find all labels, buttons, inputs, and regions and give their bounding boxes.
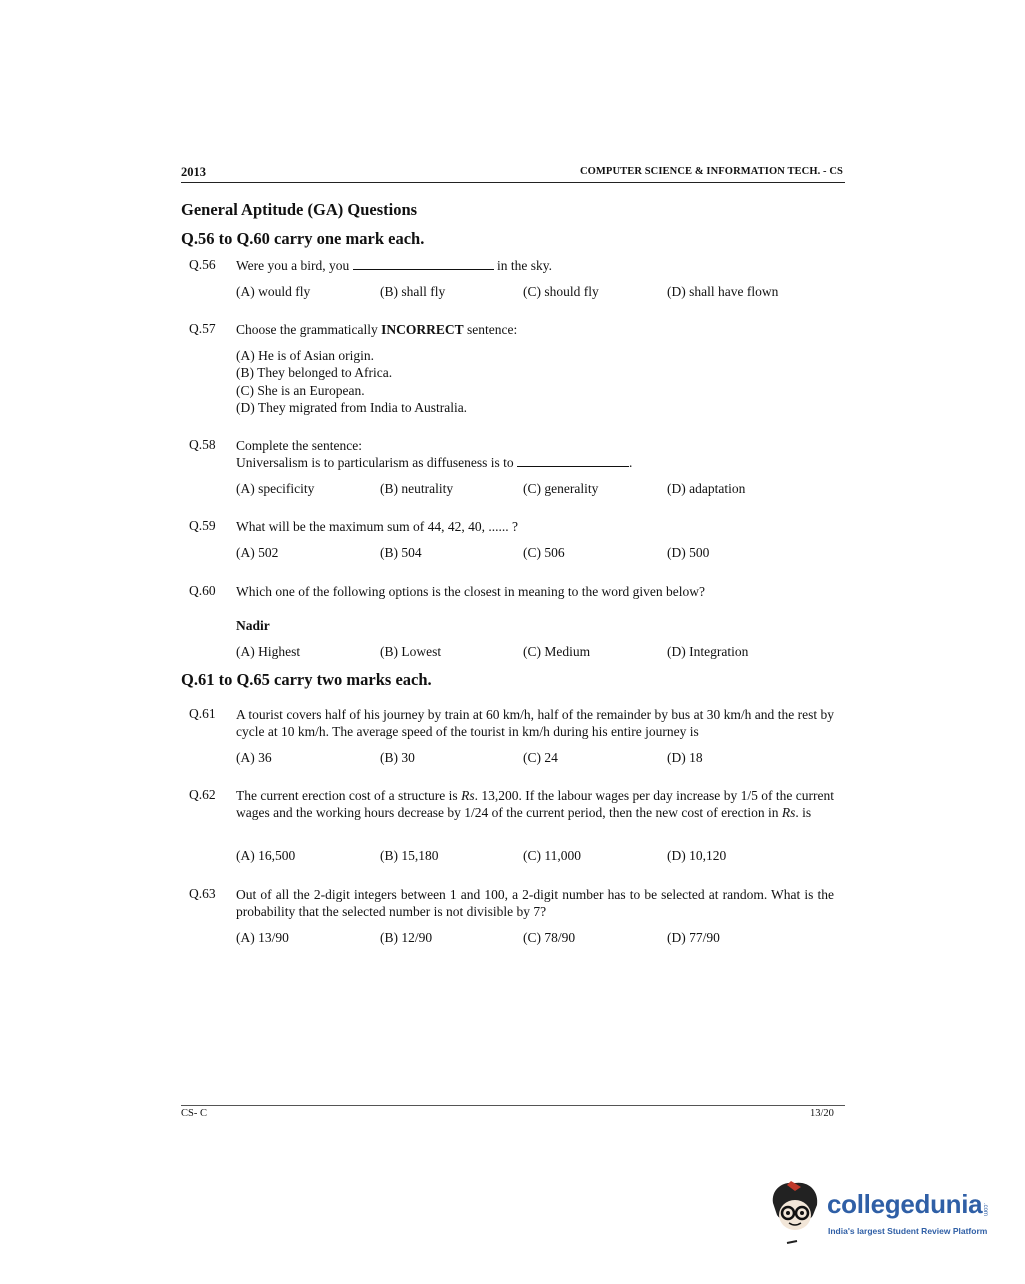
option-a: (A) 502 — [236, 545, 279, 560]
question-number: Q.56 — [189, 257, 216, 272]
question-text-part: Universalism is to particularism as diffuseness is to — [236, 455, 514, 470]
question-number: Q.60 — [189, 583, 216, 598]
mascot-icon — [765, 1175, 827, 1247]
question-text — [236, 321, 517, 338]
question-text-part: in the sky. — [497, 258, 553, 273]
option-c: (C) 78/90 — [523, 930, 576, 945]
given-word: Nadir — [236, 618, 270, 633]
page-number: 13/20 — [810, 1108, 834, 1119]
question-text-part: The current erection cost of a structure is — [236, 788, 458, 803]
exam-year: 2013 — [181, 165, 206, 179]
option-c: (C) 506 — [523, 545, 565, 560]
option-d: (D) Integration — [667, 644, 749, 659]
section-heading-ga: General Aptitude (GA) Questions — [181, 200, 418, 219]
option-b: (B) 30 — [380, 750, 415, 765]
question-number: Q.58 — [189, 437, 216, 452]
option-a: (A) would fly — [236, 284, 311, 299]
option-d: (D) 77/90 — [667, 930, 720, 945]
option-a: (A) 36 — [236, 750, 272, 765]
option-c: (C) should fly — [523, 284, 599, 299]
option-b: (B) neutrality — [380, 481, 454, 496]
section-heading-two-marks: Q.61 to Q.65 carry two marks each. — [181, 670, 432, 689]
option-b: (B) 15,180 — [380, 848, 439, 863]
emphasis-text: INCORRECT — [381, 322, 464, 337]
option-c: (C) generality — [523, 481, 599, 496]
brand-logo-text: collegedunia — [827, 1189, 983, 1219]
question-text: Which one of the following options is the closest in meaning to the word given below? — [236, 584, 706, 599]
option-c: (C) 11,000 — [523, 848, 581, 863]
option-d: (D) 10,120 — [667, 848, 727, 863]
option-d: (D) 18 — [667, 750, 703, 765]
currency-rs: Rs — [461, 788, 475, 803]
brand-logo-suffix: .com — [982, 1203, 988, 1217]
option-d: (D) adaptation — [667, 481, 746, 496]
question-number: Q.63 — [189, 886, 216, 901]
question-text-line: Complete the sentence: — [236, 438, 362, 453]
question-text: What will be the maximum sum of 44, 42, 40, ...... ? — [236, 519, 518, 534]
option-a: (A) 13/90 — [236, 930, 289, 945]
option-b: (B) 12/90 — [380, 930, 433, 945]
brand-tagline: India's largest Student Review Platform — [828, 1226, 988, 1236]
option-a: (A) Highest — [236, 644, 301, 659]
question-text-part: . 13,200. If the labour wages per day increase by 1/5 of the current wages and the working hours decrease by 1/24 of the current period, then the new cost of erection in — [236, 788, 835, 820]
question-text — [236, 787, 834, 821]
option-b: (B) shall fly — [380, 284, 446, 299]
option-c: (C) Medium — [523, 644, 591, 659]
question-number: Q.61 — [189, 706, 216, 721]
option-a: (A) specificity — [236, 481, 315, 496]
question-number: Q.57 — [189, 321, 216, 336]
answer-blank — [517, 455, 629, 467]
option-b: (B) Lowest — [380, 644, 442, 659]
option-a: (A) He is of Asian origin. — [236, 348, 374, 363]
option-c: (C) 24 — [523, 750, 558, 765]
question-text-part: sentence: — [466, 322, 518, 337]
question-text: Out of all the 2-digit integers between 1 and 100, a 2-digit number has to be selected at random. What is the probability that the selected number is not divisible by 7? — [236, 887, 834, 919]
question-text-part: . — [628, 455, 633, 470]
footer-rule — [181, 1105, 845, 1106]
question-text-part: Choose the grammatically — [236, 322, 378, 337]
option-b: (B) They belonged to Africa. — [236, 365, 393, 380]
question-text-part: . is — [795, 805, 812, 820]
section-heading-one-mark: Q.56 to Q.60 carry one mark each. — [181, 229, 425, 248]
option-d: (D) They migrated from India to Australia. — [236, 400, 468, 415]
question-text-part: Were you a bird, you — [236, 258, 350, 273]
option-d: (D) 500 — [667, 545, 710, 560]
question-text: A tourist covers half of his journey by train at 60 km/h, half of the remainder by bus at 30 km/h and the rest by cycle at 10 km/h. The average speed of the tourist in km/h during his entire journey is — [236, 707, 834, 739]
footer-paper-code: CS- C — [181, 1108, 207, 1119]
question-text-line — [236, 454, 632, 471]
page-header — [181, 165, 845, 183]
question-number: Q.62 — [189, 787, 216, 802]
option-c: (C) She is an European. — [236, 383, 365, 398]
option-d: (D) shall have flown — [667, 284, 779, 299]
option-b: (B) 504 — [380, 545, 422, 560]
question-number: Q.59 — [189, 518, 216, 533]
currency-rs: Rs — [781, 805, 796, 820]
question-text — [236, 257, 552, 274]
option-a: (A) 16,500 — [236, 848, 296, 863]
subject-title: COMPUTER SCIENCE & INFORMATION TECH. - CS — [579, 166, 843, 177]
answer-blank — [353, 258, 494, 270]
